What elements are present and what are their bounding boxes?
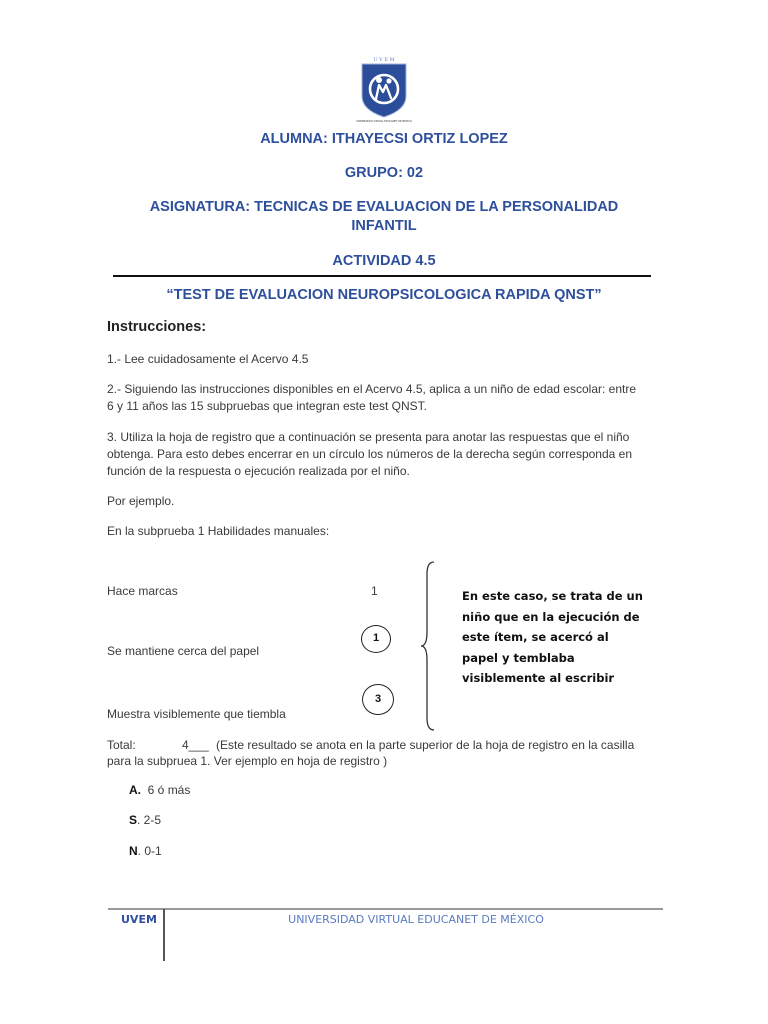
example-intro: Por ejemplo. [107,494,175,508]
total-label: Total: [107,738,136,752]
instruction-1: 1.- Lee cuidadosamente el Acervo 4.5 [107,352,309,366]
instruction-3-line1: 3. Utiliza la hoja de registro que a continuación se presenta para anotar las respuestas que el niño [107,430,630,444]
footer-university: UNIVERSIDAD VIRTUAL EDUCANET DE MÉXICO [288,913,544,926]
example-item-label: Muestra visiblemente que tiembla [107,707,286,721]
subject-line2: INFANTIL [351,218,417,234]
scale-text: . 0-1 [137,844,162,858]
note-line: En este caso, se trata de un [462,589,643,603]
logo-bottom-text: UNIVERSIDAD VIRTUAL EDUCANET DE MÉXICO [356,120,412,123]
curly-brace-icon [418,560,438,732]
subject-line1: ASIGNATURA: TECNICAS DE EVALUACION DE LA PERSONALIDAD [149,199,619,215]
group: GRUPO: 02 [344,165,424,181]
total-value: 4___ [182,738,209,752]
divider [113,275,651,277]
note-line: visiblemente al escribir [462,671,615,685]
example-item-label: Se mantiene cerca del papel [107,644,260,658]
logo-top-text: U V E M [373,57,395,63]
example-note [462,586,643,689]
student-name: ALUMNA: ITHAYECSI ORTIZ LOPEZ [260,131,508,147]
university-logo [356,54,412,128]
uvem-shield-icon [356,54,412,128]
subtest-line: En la subprueba 1 Habilidades manuales: [107,524,330,538]
circled-score: 1 [361,625,391,653]
scale-letter: A. [129,783,141,797]
scale-item [129,812,161,829]
note-line: este ítem, se acercó al [462,630,609,644]
instruction-3-line3: función de la respuesta o ejecución realizada por el niño. [107,464,410,478]
example-item-score: 1 [371,584,378,598]
footer-divider [108,908,663,910]
instruction-2-line2: 6 y 11 años las 15 subpruebas que integran este test QNST. [107,399,427,413]
instruction-2-line1: 2.- Siguiendo las instrucciones disponibles en el Acervo 4.5, aplica a un niño de edad escolar: entre [107,382,637,396]
scale-text: 6 ó más [147,783,191,797]
instruction-3-line2: obtenga. Para esto debes encerrar en un círculo los números de la derecha según corresponda en [107,447,632,461]
circled-score: 3 [362,684,394,715]
scale-letter: N [129,844,138,858]
footer-uvem: UVEM [121,913,157,926]
total-note-line1: (Este resultado se anota en la parte superior de la hoja de registro en la casilla [216,738,635,752]
test-title: “TEST DE EVALUACION NEUROPSICOLOGICA RAPIDA QNST” [166,287,602,303]
activity: ACTIVIDAD 4.5 [332,253,436,269]
scale-item [129,782,190,799]
scale-letter: S [129,813,138,827]
example-item-label: Hace marcas [107,584,178,598]
total-note-line2: para la subpruea 1. Ver ejemplo en hoja de registro ) [107,754,388,768]
instructions-heading: Instrucciones: [107,319,207,335]
scale-text: . 2-5 [137,813,162,827]
scale-item [129,843,162,860]
note-line: niño que en la ejecución de [462,609,640,624]
note-line: papel y temblaba [462,650,575,665]
